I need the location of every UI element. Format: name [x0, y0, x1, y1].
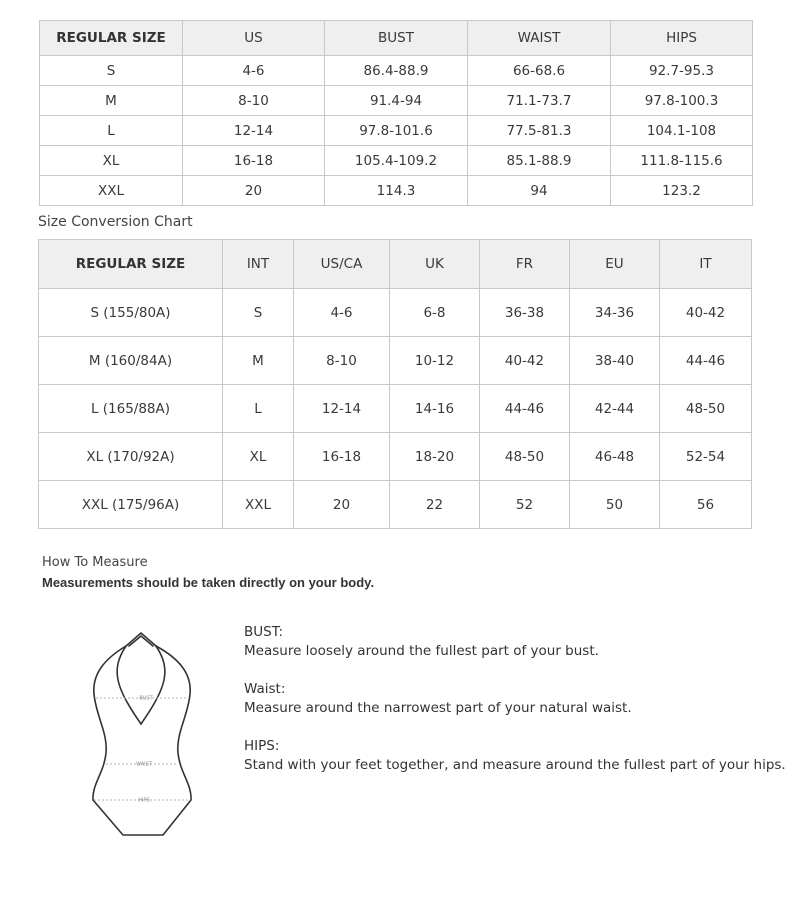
table-cell: 104.1-108 — [611, 116, 753, 146]
hips-figure-label: HIPS — [138, 797, 150, 804]
how-to-measure-subtitle: Measurements should be taken directly on your body. — [42, 575, 375, 590]
hips-label: HIPS: — [244, 738, 280, 754]
table-cell: 42-44 — [570, 385, 660, 433]
table-row — [40, 116, 753, 146]
strap-left — [117, 646, 141, 724]
table-cell: XXL (175/96A) — [39, 481, 223, 529]
bust-label: BUST: — [244, 624, 284, 640]
table-header-row — [39, 240, 752, 289]
table-cell: S — [223, 289, 294, 337]
table-row — [39, 433, 752, 481]
table-cell: 86.4-88.9 — [325, 56, 468, 86]
size-conversion-chart-title: Size Conversion Chart — [38, 214, 193, 230]
table-cell: 12-14 — [294, 385, 390, 433]
strap-right — [141, 646, 165, 724]
table-cell: 40-42 — [480, 337, 570, 385]
table-cell: 56 — [660, 481, 752, 529]
table-cell: 12-14 — [183, 116, 325, 146]
table-cell: 66-68.6 — [468, 56, 611, 86]
table-cell: 36-38 — [480, 289, 570, 337]
column-header: FR — [480, 240, 570, 289]
table-row — [40, 56, 753, 86]
table-cell: 123.2 — [611, 176, 753, 206]
table-row — [40, 176, 753, 206]
bust-figure-label: BUST — [139, 695, 153, 702]
table-row — [39, 385, 752, 433]
swimsuit-measure-figure — [86, 628, 201, 843]
table-cell: M — [223, 337, 294, 385]
table-cell: 18-20 — [390, 433, 480, 481]
table-cell: 77.5-81.3 — [468, 116, 611, 146]
table-cell: 44-46 — [660, 337, 752, 385]
table-cell: 94 — [468, 176, 611, 206]
table-cell: XL — [40, 146, 183, 176]
table-cell: 16-18 — [183, 146, 325, 176]
waist-label: Waist: — [244, 681, 286, 697]
table-cell: 50 — [570, 481, 660, 529]
table-cell: 46-48 — [570, 433, 660, 481]
table-cell: 16-18 — [294, 433, 390, 481]
waist-instruction — [244, 680, 632, 718]
table-cell: 52-54 — [660, 433, 752, 481]
table-cell: 4-6 — [294, 289, 390, 337]
table-cell: 44-46 — [480, 385, 570, 433]
table-cell: 48-50 — [660, 385, 752, 433]
waist-figure-label: WAIST — [136, 761, 152, 768]
table-cell: XL — [223, 433, 294, 481]
swimsuit-outline — [93, 633, 191, 835]
table-cell: 91.4-94 — [325, 86, 468, 116]
waist-text: Measure around the narrowest part of your natural waist. — [244, 700, 632, 716]
table-cell: L (165/88A) — [39, 385, 223, 433]
table-header-row — [40, 21, 753, 56]
bust-instruction — [244, 623, 599, 661]
table-cell: 52 — [480, 481, 570, 529]
table-cell: S — [40, 56, 183, 86]
how-to-measure-title: How To Measure — [42, 555, 148, 570]
column-header: US/CA — [294, 240, 390, 289]
table-cell: 6-8 — [390, 289, 480, 337]
hips-text: Stand with your feet together, and measure around the fullest part of your hips. — [244, 757, 786, 773]
table-cell: 4-6 — [183, 56, 325, 86]
column-header: EU — [570, 240, 660, 289]
column-header: HIPS — [611, 21, 753, 56]
table-cell: 48-50 — [480, 433, 570, 481]
table-row — [39, 481, 752, 529]
table-row — [40, 86, 753, 116]
bust-text: Measure loosely around the fullest part of your bust. — [244, 643, 599, 659]
column-header: IT — [660, 240, 752, 289]
table-cell: 85.1-88.9 — [468, 146, 611, 176]
table-cell: S (155/80A) — [39, 289, 223, 337]
regular-size-table — [39, 20, 753, 206]
column-header: REGULAR SIZE — [39, 240, 223, 289]
table-cell: 105.4-109.2 — [325, 146, 468, 176]
table-cell: 40-42 — [660, 289, 752, 337]
table-cell: 97.8-101.6 — [325, 116, 468, 146]
column-header: REGULAR SIZE — [40, 21, 183, 56]
table-cell: 20 — [294, 481, 390, 529]
table-row — [40, 146, 753, 176]
column-header: BUST — [325, 21, 468, 56]
table-cell: 8-10 — [294, 337, 390, 385]
column-header: UK — [390, 240, 480, 289]
column-header: INT — [223, 240, 294, 289]
table-cell: XXL — [223, 481, 294, 529]
table-cell: 111.8-115.6 — [611, 146, 753, 176]
table-cell: 114.3 — [325, 176, 468, 206]
table-cell: XXL — [40, 176, 183, 206]
hips-instruction — [244, 737, 786, 775]
table-cell: 97.8-100.3 — [611, 86, 753, 116]
table-cell: 38-40 — [570, 337, 660, 385]
table-cell: L — [40, 116, 183, 146]
table-cell: 20 — [183, 176, 325, 206]
table-cell: M (160/84A) — [39, 337, 223, 385]
table-cell: 92.7-95.3 — [611, 56, 753, 86]
table-cell: L — [223, 385, 294, 433]
table-cell: 71.1-73.7 — [468, 86, 611, 116]
table-cell: 22 — [390, 481, 480, 529]
size-conversion-table — [38, 239, 752, 529]
table-cell: XL (170/92A) — [39, 433, 223, 481]
table-cell: 14-16 — [390, 385, 480, 433]
table-cell: 10-12 — [390, 337, 480, 385]
table-cell: M — [40, 86, 183, 116]
column-header: US — [183, 21, 325, 56]
column-header: WAIST — [468, 21, 611, 56]
table-cell: 34-36 — [570, 289, 660, 337]
table-row — [39, 337, 752, 385]
table-cell: 8-10 — [183, 86, 325, 116]
table-row — [39, 289, 752, 337]
